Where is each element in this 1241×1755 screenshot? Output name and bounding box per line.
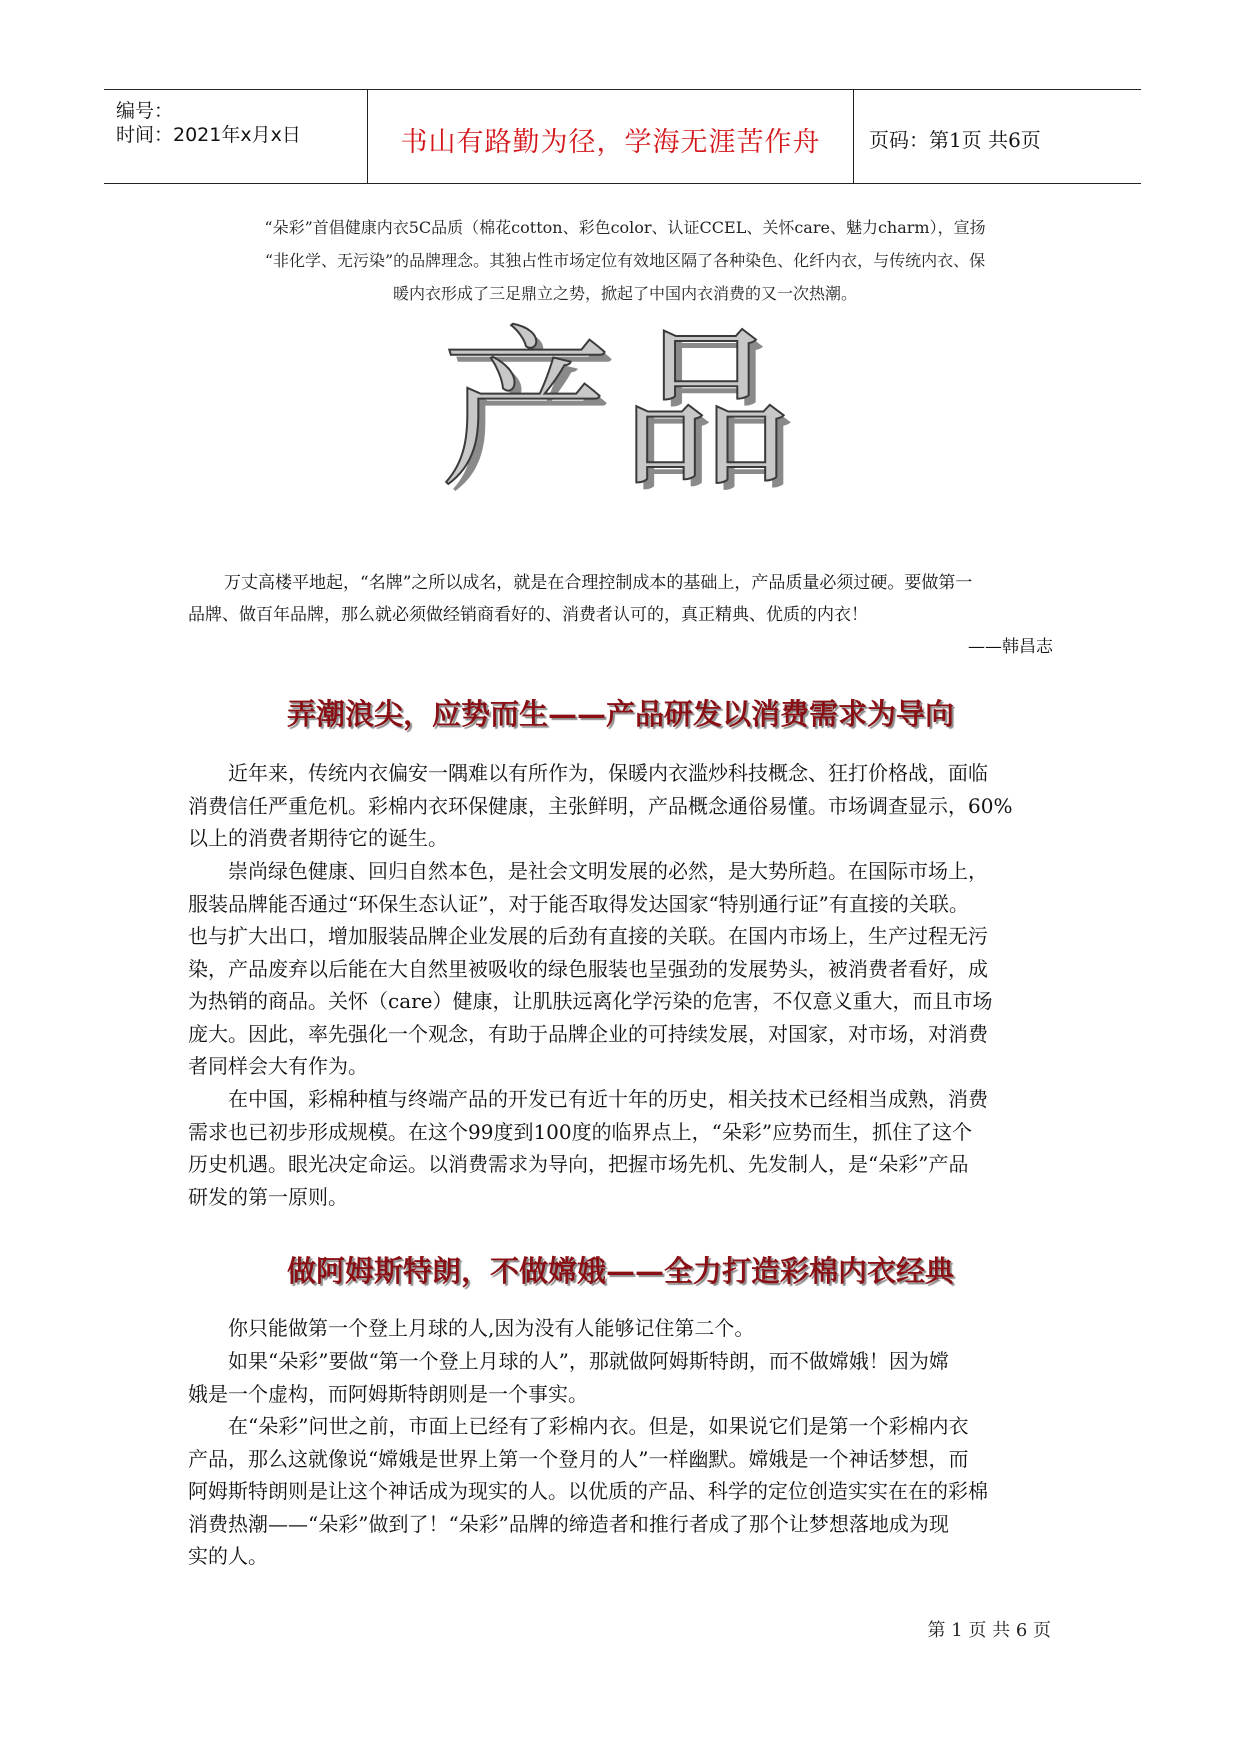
document-number-label: 编号：: [116, 100, 174, 122]
paragraph-line: 消费信任严重危机。彩棉内衣环保健康，主张鲜明，产品概念通俗易懂。市场调查显示，60%: [188, 793, 1013, 818]
section-2-title: 做阿姆斯特朗，不做嫦娥——全力打造彩棉内衣经典: [286, 1254, 954, 1288]
header-motto-cell: [368, 90, 854, 183]
paragraph-line: 也与扩大出口，增加服装品牌企业发展的后劲有直接的关联。在国内市场上，生产过程无污: [188, 924, 988, 948]
intro-line: “朵彩”首倡健康内衣5C品质（棉花cotton、彩色color、认证CCEL、关怀care、魅力charm），宣扬: [264, 218, 986, 237]
paragraph-line: 崇尚绿色健康、回归自然本色，是社会文明发展的必然，是大势所趋。在国际市场上，: [228, 859, 988, 883]
section-2-paragraph-1: [188, 1312, 1053, 1345]
section-1-paragraph-3: [188, 1083, 1053, 1213]
header-motto: 书山有路勤为径，学海无涯苦作舟: [400, 127, 821, 158]
paragraph-line: 阿姆斯特朗则是让这个神话成为现实的人。以优质的产品、科学的定位创造实实在在的彩棉: [188, 1479, 988, 1503]
paragraph-line: 染，产品废弃以后能在大自然里被吸收的绿色服装也呈强劲的发展势头，被消费者看好，成: [188, 956, 988, 981]
paragraph-line: 在“朵彩”问世之前，市面上已经有了彩棉内衣。但是，如果说它们是第一个彩棉内衣: [228, 1414, 969, 1438]
paragraph-line: 庞大。因此，率先强化一个观念，有助于品牌企业的可持续发展，对国家，对市场，对消费: [188, 1021, 988, 1046]
paragraph-line: 产品，那么这就像说“嫦娥是世界上第一个登月的人”一样幽默。嫦娥是一个神话梦想，而: [188, 1446, 969, 1471]
paragraph-line: 消费热潮——“朵彩”做到了！“朵彩”品牌的缔造者和推行者成了那个让梦想落地成为现: [188, 1511, 949, 1536]
page-footer: 第 1 页 共 6 页: [927, 1620, 1051, 1641]
section-1-title: 弄潮浪尖，应势而生——产品研发以消费需求为导向: [286, 697, 954, 731]
paragraph-line: 近年来，传统内衣偏安一隅难以有所作为，保暖内衣滥炒科技概念、狂打价格战，面临: [228, 761, 988, 785]
header-page-info: 页码：第1页 共6页: [869, 128, 1041, 152]
big-title-block: [440, 310, 800, 515]
paragraph-line: 以上的消费者期待它的诞生。: [188, 826, 448, 850]
paragraph-line: 需求也已初步形成规模。在这个99度到100度的临界点上，“朵彩”应势而生，抓住了这个: [188, 1119, 973, 1144]
paragraph-line: 娥是一个虚构，而阿姆斯特朗则是一个事实。: [188, 1381, 588, 1406]
paragraph-line: 历史机遇。眼光决定命运。以消费需求为导向，把握市场先机、先发制人，是“朵彩”产品: [188, 1152, 969, 1176]
quote-line: 品牌、做百年品牌，那么就必须做经销商看好的、消费者认可的，真正精典、优质的内衣！: [188, 605, 868, 625]
section-1-paragraph-2: [188, 855, 1053, 1083]
paragraph-line: 为热销的商品。关怀（care）健康，让肌肤远离化学污染的危害，不仅意义重大，而且市场: [188, 989, 993, 1013]
quote-signature: ——韩昌志: [968, 637, 1053, 657]
big-title: 产品: [440, 310, 800, 511]
paragraph-line: 服装品牌能否通过“环保生态认证”，对于能否取得发达国家“特别通行证”有直接的关联。: [188, 891, 969, 916]
paragraph-line: 如果“朵彩”要做“第一个登上月球的人”，那就做阿姆斯特朗，而不做嫦娥！因为嫦: [228, 1349, 949, 1373]
section-2-paragraph-3: [188, 1410, 1053, 1573]
paragraph-line: 研发的第一原则。: [188, 1184, 348, 1209]
paragraph-line: 者同样会大有作为。: [188, 1054, 368, 1078]
page-header: [104, 89, 1141, 184]
quote-block: [188, 567, 1053, 663]
section-1-paragraph-1: [188, 757, 1053, 855]
intro-line: “非化学、无污染”的品牌理念。其独占性市场定位有效地区隔了各种染色、化纤内衣，与传统内衣、保: [264, 251, 986, 270]
document-time-label: 时间：2021年x月x日: [116, 124, 301, 146]
section-2-paragraph-2: [188, 1345, 1053, 1410]
intro-paragraph: [185, 211, 1065, 310]
intro-line: 暖内衣形成了三足鼎立之势，掀起了中国内衣消费的又一次热潮。: [392, 284, 857, 303]
quote-line: 万丈高楼平地起，“名牌”之所以成名，就是在合理控制成本的基础上，产品质量必须过硬。要做第一: [224, 573, 973, 593]
header-meta-cell: [104, 90, 368, 183]
paragraph-line: 实的人。: [188, 1544, 268, 1568]
header-page-cell: [855, 90, 1141, 183]
paragraph-line: 你只能做第一个登上月球的人,因为没有人能够记住第二个。: [228, 1316, 755, 1340]
paragraph-line: 在中国，彩棉种植与终端产品的开发已有近十年的历史，相关技术已经相当成熟，消费: [228, 1087, 988, 1111]
